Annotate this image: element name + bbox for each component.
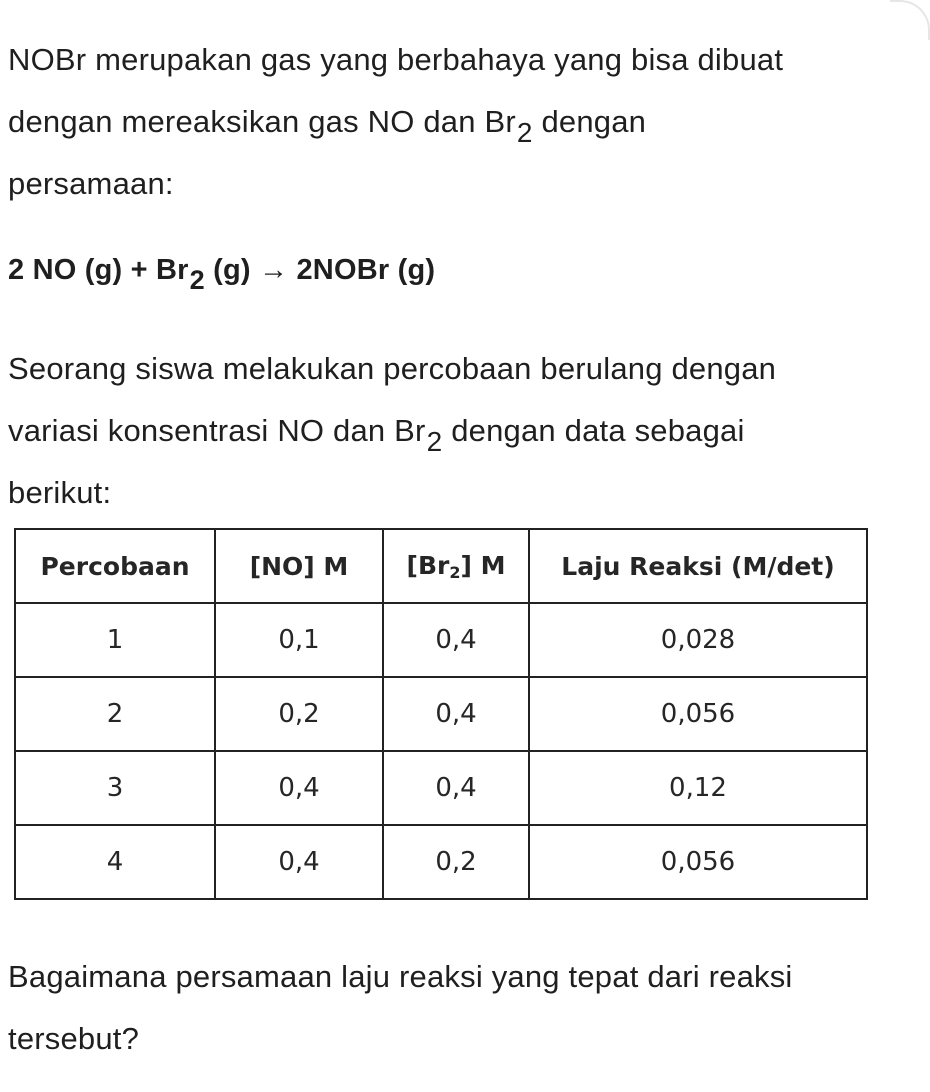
header-percobaan: Percobaan <box>15 529 215 603</box>
intro-line-2-text: dengan mereaksikan gas NO dan Br <box>8 104 516 139</box>
intro-line-3: persamaan: <box>8 166 174 201</box>
experiment-line-3: berikut: <box>8 475 112 510</box>
experiment-line-2-tail: dengan data sebagai <box>442 413 745 448</box>
cell-rate: 0,056 <box>529 825 867 899</box>
header-br2-concentration <box>383 529 529 603</box>
cell-percobaan: 2 <box>15 677 215 751</box>
header-br2-unit: ] M <box>460 550 506 580</box>
table-header-row <box>15 529 867 603</box>
experiment-line-1: Seorang siswa melakukan percobaan berulang dengan <box>8 351 777 386</box>
intro-line-2-tail: dengan <box>532 104 647 139</box>
experiment-line-2-text: variasi konsentrasi NO dan Br <box>8 413 426 448</box>
intro-subscript: 2 <box>516 117 533 148</box>
experiment-subscript: 2 <box>426 426 443 457</box>
cell-percobaan: 3 <box>15 751 215 825</box>
header-br2-subscript: 2 <box>449 562 461 582</box>
question-line-2: tersebut? <box>8 1021 140 1056</box>
header-br2-text: [Br <box>406 550 450 580</box>
table-row <box>15 751 867 825</box>
cell-percobaan: 4 <box>15 825 215 899</box>
cell-rate: 0,12 <box>529 751 867 825</box>
equation-right: (g) → 2NOBr (g) <box>204 254 436 286</box>
chemical-equation <box>8 254 436 295</box>
data-table <box>14 528 868 900</box>
table-row <box>15 603 867 677</box>
cell-br2: 0,2 <box>383 825 529 899</box>
cell-percobaan: 1 <box>15 603 215 677</box>
cell-br2: 0,4 <box>383 603 529 677</box>
table-row <box>15 825 867 899</box>
cell-br2: 0,4 <box>383 751 529 825</box>
cell-no: 0,1 <box>215 603 383 677</box>
header-no-concentration: [NO] M <box>215 529 383 603</box>
intro-paragraph <box>8 29 783 215</box>
cell-no: 0,4 <box>215 825 383 899</box>
cell-rate: 0,056 <box>529 677 867 751</box>
table-row <box>15 677 867 751</box>
cell-no: 0,2 <box>215 677 383 751</box>
equation-subscript: 2 <box>189 265 205 295</box>
question-line-1: Bagaimana persamaan laju reaksi yang tepat dari reaksi <box>8 959 793 994</box>
header-reaction-rate: Laju Reaksi (M/det) <box>529 529 867 603</box>
experiment-paragraph <box>8 338 776 524</box>
intro-line-2 <box>8 91 783 153</box>
intro-line-1: NOBr merupakan gas yang berbahaya yang bisa dibuat <box>8 42 784 77</box>
equation-left: 2 NO (g) + Br <box>8 254 189 286</box>
cell-rate: 0,028 <box>529 603 867 677</box>
experiment-line-2 <box>8 400 776 462</box>
cell-br2: 0,4 <box>383 677 529 751</box>
question-paragraph <box>8 946 793 1070</box>
corner-decoration <box>890 0 930 40</box>
cell-no: 0,4 <box>215 751 383 825</box>
